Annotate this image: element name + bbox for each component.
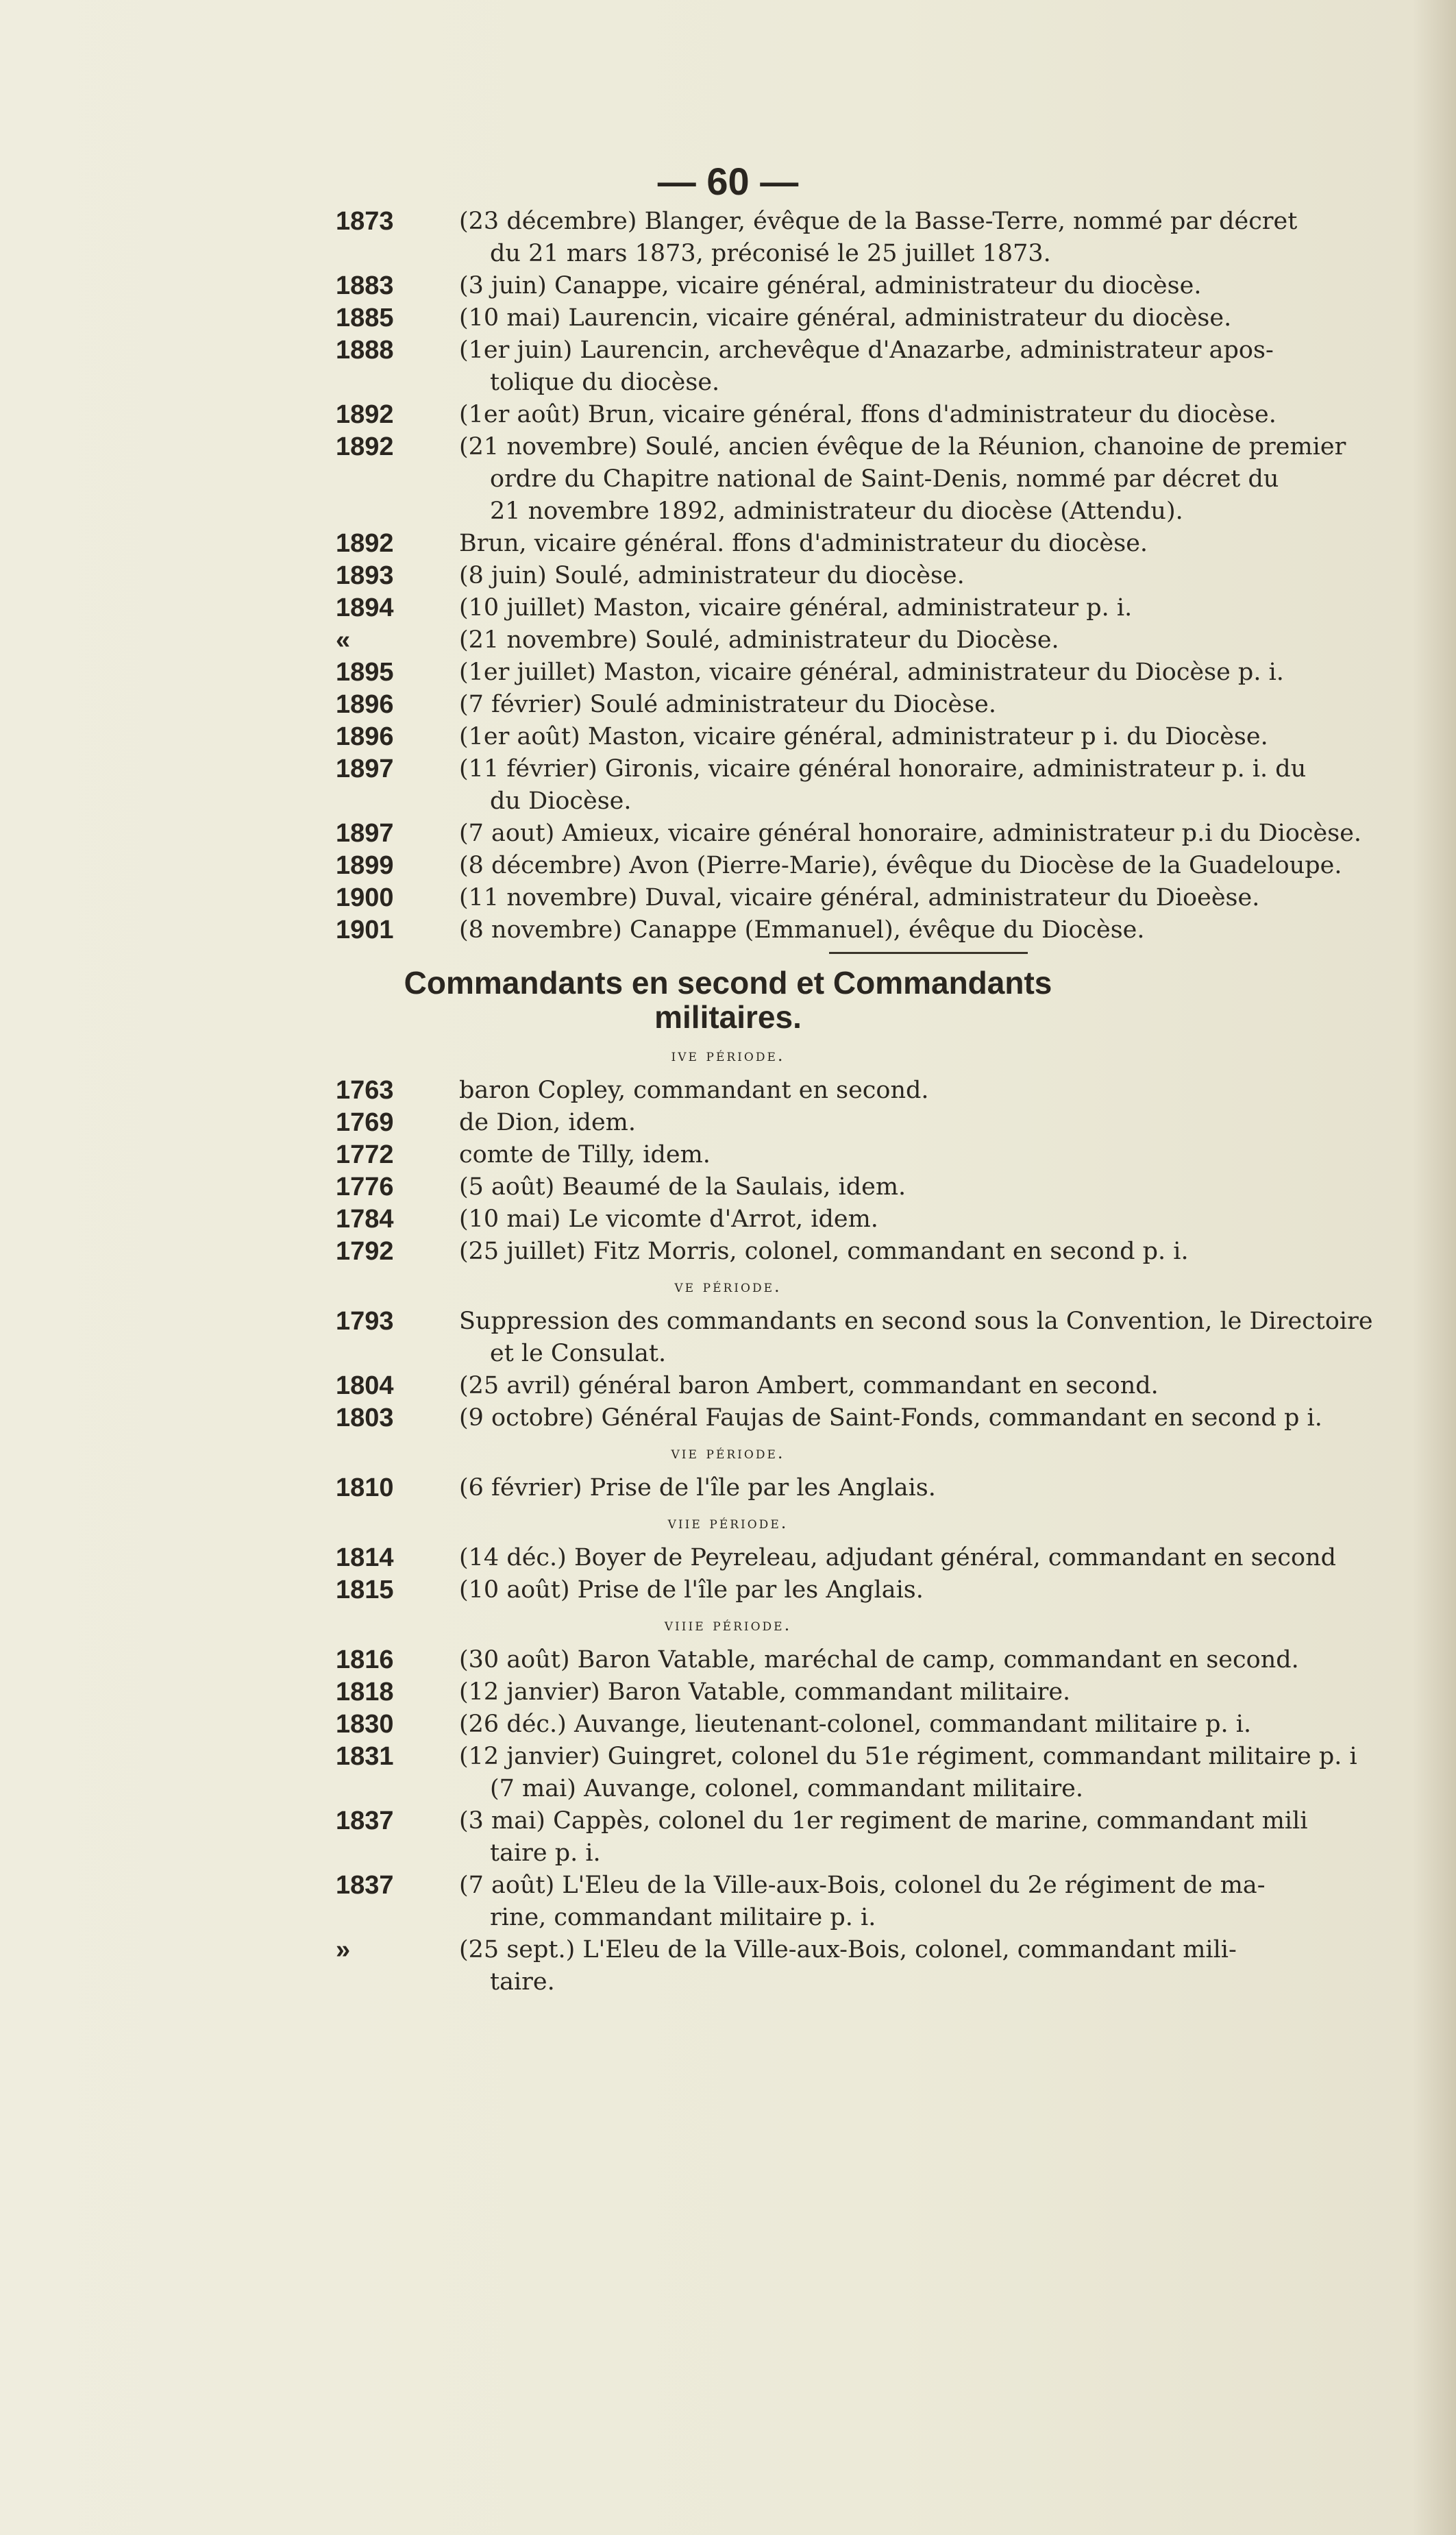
section-clergy [0, 206, 1456, 946]
entry-text: du 21 mars 1873, préconisé le 25 juillet 1873. [490, 240, 1051, 267]
entry-line [0, 560, 1456, 592]
entry-line [0, 1574, 1456, 1606]
period-heading-8: viiie période. [664, 1615, 792, 1634]
entry-line [0, 753, 1456, 785]
entry-year: 1897 [336, 755, 394, 783]
period-heading-7: viie période. [667, 1513, 789, 1532]
entry-line [0, 1902, 1456, 1934]
entry-line [0, 1542, 1456, 1574]
entry-line [0, 1370, 1456, 1402]
entry-year: 1873 [336, 207, 394, 236]
entry-year: 1896 [336, 690, 394, 719]
entry-year: 1892 [336, 529, 394, 558]
entry-text: baron Copley, commandant en second. [459, 1077, 929, 1104]
entry-line [0, 1139, 1456, 1171]
entry-line [0, 914, 1456, 946]
entry-text: (7 août) L'Eleu de la Ville-aux-Bois, colonel du 2e régiment de ma- [459, 1872, 1266, 1899]
entry-text: (1er août) Maston, vicaire général, administrateur p i. du Diocèse. [459, 723, 1268, 750]
period-heading-6: vie période. [671, 1443, 785, 1462]
entry-year: 1892 [336, 432, 394, 461]
entry-year: 1810 [336, 1473, 394, 1502]
entry-text: (5 août) Beaumé de la Saulais, idem. [459, 1173, 906, 1201]
entry-text: (10 juillet) Maston, vicaire général, administrateur p. i. [459, 594, 1133, 622]
entry-year: 1893 [336, 561, 394, 590]
entry-year: 1831 [336, 1742, 394, 1771]
entry-year: 1804 [336, 1371, 394, 1400]
entry-line [0, 463, 1456, 495]
entry-text: (11 novembre) Duval, vicaire général, administrateur du Dioeèse. [459, 884, 1260, 911]
entry-line [0, 785, 1456, 818]
period-heading-5: ve période. [674, 1277, 782, 1296]
entry-year: 1899 [336, 851, 394, 880]
entry-text: (21 novembre) Soulé, administrateur du Diocèse. [459, 626, 1059, 654]
entry-line [0, 1773, 1456, 1805]
section-heading [0, 960, 1456, 1037]
entry-line [0, 1402, 1456, 1434]
entry-text: (8 décembre) Avon (Pierre-Marie), évêque du Diocèse de la Guadeloupe. [459, 852, 1342, 879]
entry-text: (11 février) Gironis, vicaire général honoraire, administrateur p. i. du [459, 755, 1307, 783]
heading-line-2: militaires. [654, 999, 802, 1035]
entry-year: » [336, 1935, 351, 1964]
entry-text: (3 mai) Cappès, colonel du 1er regiment de marine, commandant mili [459, 1807, 1308, 1835]
entry-text: (10 mai) Le vicomte d'Arrot, idem. [459, 1205, 878, 1233]
entry-year: 1784 [336, 1205, 394, 1234]
entry-year: 1883 [336, 271, 394, 300]
entry-line [0, 1676, 1456, 1709]
entry-text: (25 juillet) Fitz Morris, colonel, commandant en second p. i. [459, 1238, 1189, 1265]
entry-text: (3 juin) Canappe, vicaire général, administrateur du diocèse. [459, 272, 1202, 299]
entry-year: 1895 [336, 658, 394, 687]
entry-year: 1763 [336, 1076, 394, 1105]
section-period-7 [0, 1542, 1456, 1606]
entry-text: (25 avril) général baron Ambert, commandant en second. [459, 1372, 1159, 1399]
entry-year: 1900 [336, 883, 394, 912]
entry-year: 1901 [336, 916, 394, 944]
entry-line [0, 624, 1456, 657]
entry-line [0, 1644, 1456, 1676]
entry-text: (7 mai) Auvange, colonel, commandant militaire. [490, 1775, 1084, 1802]
entry-line [0, 1338, 1456, 1370]
entry-text: du Diocèse. [490, 787, 632, 815]
entry-text: (12 janvier) Guingret, colonel du 51e régiment, commandant militaire p. i [459, 1743, 1357, 1770]
entry-line [0, 818, 1456, 850]
entry-text: (8 juin) Soulé, administrateur du diocèse. [459, 562, 965, 589]
entry-text: taire p. i. [490, 1839, 601, 1867]
entry-year: 1816 [336, 1645, 394, 1674]
entry-year: 1897 [336, 819, 394, 848]
entry-line [0, 1306, 1456, 1338]
entry-text: (1er août) Brun, vicaire général, ffons d'administrateur du diocèse. [459, 401, 1276, 428]
heading-line-1: Commandants en second et Commandants [404, 965, 1052, 1001]
entry-year: 1772 [336, 1140, 394, 1169]
period-heading-4: ive période. [671, 1046, 785, 1065]
page-number: — 60 — [657, 160, 799, 203]
entry-text: rine, commandant militaire p. i. [490, 1904, 876, 1931]
entry-text: comte de Tilly, idem. [459, 1141, 711, 1168]
entry-text: (8 novembre) Canappe (Emmanuel), évêque du Diocèse. [459, 916, 1145, 944]
entry-line [0, 1837, 1456, 1870]
entry-text: (25 sept.) L'Eleu de la Ville-aux-Bois, colonel, commandant mili- [459, 1936, 1237, 1963]
entry-line [0, 1107, 1456, 1139]
entry-text: (6 février) Prise de l'île par les Anglais. [459, 1474, 936, 1502]
section-period-8 [0, 1644, 1456, 1998]
entry-line [0, 431, 1456, 463]
entry-text: (10 août) Prise de l'île par les Anglais. [459, 1576, 924, 1604]
entry-line [0, 528, 1456, 560]
entry-year: 1896 [336, 722, 394, 751]
entry-text: (7 aout) Amieux, vicaire général honoraire, administrateur p.i du Diocèse. [459, 820, 1362, 847]
entry-line [0, 1934, 1456, 1966]
entry-year: « [336, 626, 351, 654]
entry-text: de Dion, idem. [459, 1109, 636, 1136]
section-period-5 [0, 1306, 1456, 1434]
entry-line [0, 238, 1456, 270]
entry-line [0, 334, 1456, 367]
entry-year: 1793 [336, 1307, 394, 1336]
entry-text: Brun, vicaire général. ffons d'administrateur du diocèse. [459, 530, 1148, 557]
entry-text: (1er juin) Laurencin, archevêque d'Anazarbe, administrateur apos- [459, 336, 1274, 364]
entry-text: Suppression des commandants en second sous la Convention, le Directoire [459, 1308, 1373, 1335]
entry-text: (23 décembre) Blanger, évêque de la Basse-Terre, nommé par décret [459, 208, 1298, 235]
entry-line [0, 1805, 1456, 1837]
entry-year: 1769 [336, 1108, 394, 1137]
entry-line [0, 206, 1456, 238]
entry-text: (7 février) Soulé administrateur du Diocèse. [459, 691, 996, 718]
entry-text: (30 août) Baron Vatable, maréchal de camp, commandant en second. [459, 1646, 1299, 1674]
entry-text: (9 octobre) Général Faujas de Saint-Fonds, commandant en second p i. [459, 1404, 1322, 1432]
entry-line [0, 689, 1456, 721]
entry-line [0, 270, 1456, 302]
entry-line [0, 495, 1456, 528]
entry-year: 1792 [336, 1237, 394, 1266]
section-rule [0, 946, 1456, 960]
entry-year: 1814 [336, 1543, 394, 1572]
entry-line [0, 1709, 1456, 1741]
entry-text: (10 mai) Laurencin, vicaire général, administrateur du diocèse. [459, 304, 1232, 332]
entry-line [0, 721, 1456, 753]
entry-text: (12 janvier) Baron Vatable, commandant militaire. [459, 1678, 1071, 1706]
entry-line [0, 1203, 1456, 1236]
entry-year: 1837 [336, 1871, 394, 1900]
entry-line [0, 1171, 1456, 1203]
entry-line [0, 592, 1456, 624]
entry-line [0, 1075, 1456, 1107]
entry-text: ordre du Chapitre national de Saint-Denis, nommé par décret du [490, 465, 1279, 493]
entry-line [0, 1236, 1456, 1268]
entry-year: 1888 [336, 336, 394, 365]
entry-year: 1776 [336, 1173, 394, 1201]
entry-text: et le Consulat. [490, 1340, 667, 1367]
entry-line [0, 850, 1456, 882]
entry-year: 1885 [336, 304, 394, 332]
entry-line [0, 399, 1456, 431]
entry-year: 1894 [336, 593, 394, 622]
entry-year: 1837 [336, 1807, 394, 1835]
entry-year: 1818 [336, 1678, 394, 1706]
entry-text: 21 novembre 1892, administrateur du diocèse (Attendu). [490, 498, 1183, 525]
entry-text: tolique du diocèse. [490, 369, 720, 396]
section-period-6 [0, 1472, 1456, 1504]
entry-line [0, 302, 1456, 334]
entry-text: taire. [490, 1968, 555, 1996]
entry-year: 1803 [336, 1404, 394, 1432]
entry-text: (26 déc.) Auvange, lieutenant-colonel, commandant militaire p. i. [459, 1711, 1252, 1738]
entry-line [0, 1472, 1456, 1504]
entry-line [0, 1741, 1456, 1773]
content [0, 206, 1456, 1998]
entry-text: (1er juillet) Maston, vicaire général, administrateur du Diocèse p. i. [459, 659, 1284, 686]
section-period-4 [0, 1075, 1456, 1268]
entry-line [0, 367, 1456, 399]
entry-line [0, 1870, 1456, 1902]
entry-year: 1830 [336, 1710, 394, 1739]
entry-year: 1815 [336, 1576, 394, 1604]
entry-text: (21 novembre) Soulé, ancien évêque de la Réunion, chanoine de premier [459, 433, 1346, 461]
entry-line [0, 1966, 1456, 1998]
entry-text: (14 déc.) Boyer de Peyreleau, adjudant général, commandant en second [459, 1544, 1337, 1571]
entry-line [0, 657, 1456, 689]
entry-line [0, 882, 1456, 914]
entry-year: 1892 [336, 400, 394, 429]
